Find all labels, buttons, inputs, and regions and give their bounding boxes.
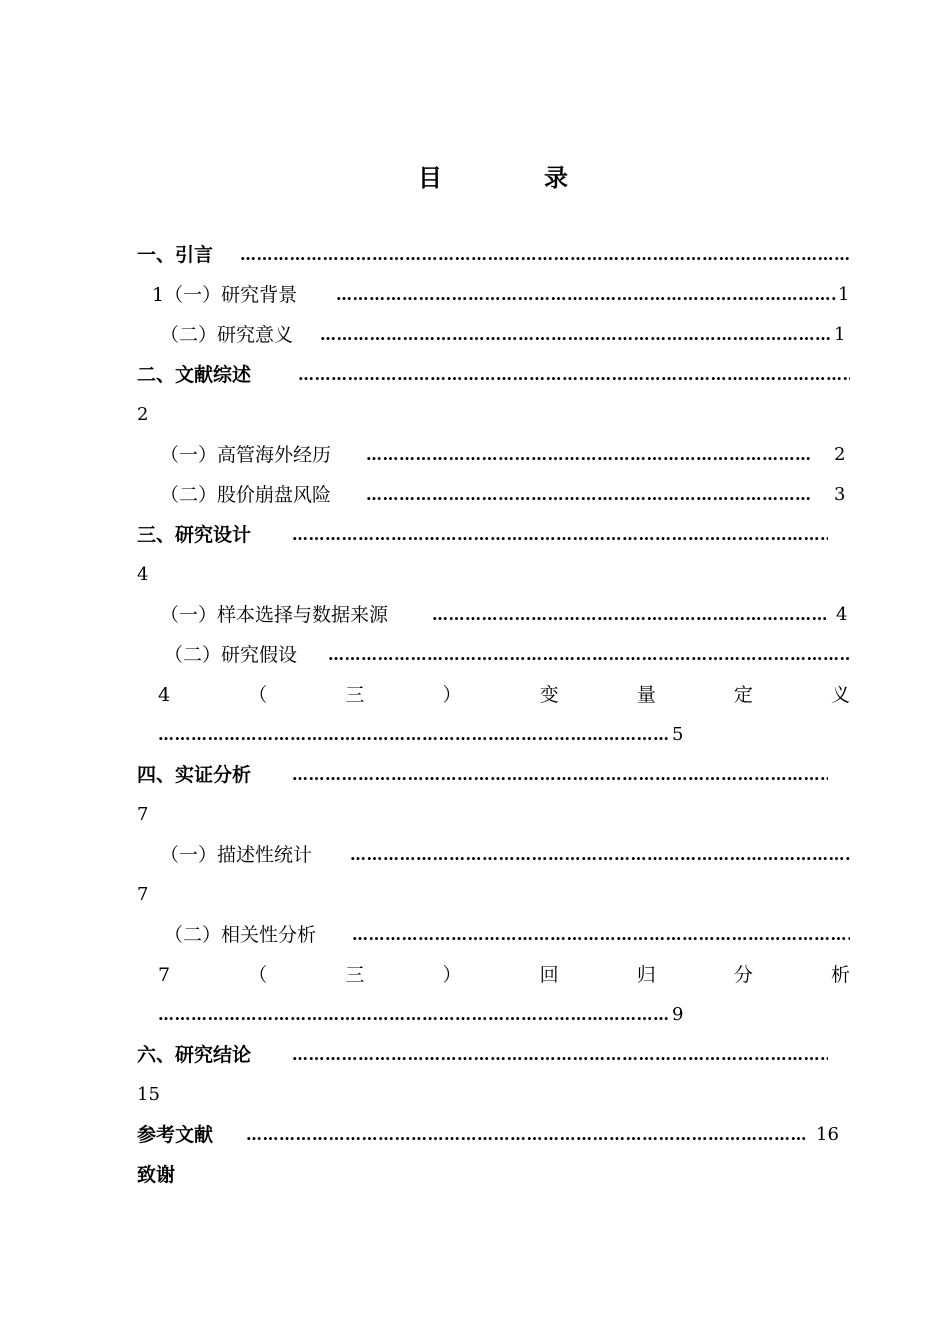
toc-entry-conclusion: 六、研究结论 <box>137 1044 252 1066</box>
toc-leader-dots <box>366 440 810 470</box>
toc-page-number: 2 <box>137 404 149 425</box>
toc-page-number: 1 <box>834 324 846 345</box>
toc-entry-literature-review: 二、文献综述 <box>137 364 252 386</box>
toc-char: 三 <box>345 964 365 986</box>
toc-entry-research-significance: （二）研究意义 <box>160 324 294 346</box>
toc-page-number: 5 <box>672 724 684 745</box>
toc-char: 分 <box>733 964 753 986</box>
toc-leader-dots <box>158 720 670 750</box>
toc-leader-dots <box>352 920 850 950</box>
toc-leader-dots <box>246 1120 806 1150</box>
title-char-2: 录 <box>544 164 568 192</box>
toc-entry-overseas-experience: （一）高管海外经历 <box>160 444 332 466</box>
toc-char: ） <box>442 964 462 986</box>
page-title <box>0 158 950 194</box>
toc-entry-variable-definition <box>158 680 850 710</box>
toc-char: 三 <box>345 684 365 706</box>
toc-entry-correlation-analysis: （二）相关性分析 <box>164 924 317 946</box>
toc-char: 4 <box>158 684 171 706</box>
toc-entry-research-design: 三、研究设计 <box>137 524 252 546</box>
toc-page-number: 1 <box>838 284 850 305</box>
toc-entry-sample-selection: （一）样本选择与数据来源 <box>160 604 389 626</box>
toc-leader-dots <box>328 640 850 670</box>
toc-page-number: 4 <box>137 564 149 585</box>
toc-page-number: 15 <box>137 1084 160 1105</box>
toc-leader-dots <box>350 840 850 870</box>
toc-page-number: 7 <box>137 804 149 825</box>
toc-entry-hypotheses: （二）研究假设 <box>164 644 298 666</box>
toc-page-number: 3 <box>834 484 846 505</box>
toc-char: 7 <box>158 964 171 986</box>
toc-leader-dots <box>432 600 826 630</box>
toc-page-number: 9 <box>672 1004 684 1025</box>
toc-entry-crash-risk: （二）股价崩盘风险 <box>160 484 332 506</box>
toc-char: （ <box>248 684 268 706</box>
toc-entry-references: 参考文献 <box>137 1124 214 1146</box>
toc-char: 量 <box>636 684 656 706</box>
toc-char: 变 <box>539 684 559 706</box>
toc-entry-acknowledgements: 致谢 <box>137 1164 176 1186</box>
toc-leader-dots <box>336 280 836 310</box>
toc-leader-dots <box>158 1000 670 1030</box>
toc-leader-dots <box>366 480 810 510</box>
toc-entry-empirical-analysis: 四、实证分析 <box>137 764 252 786</box>
toc-leader-dots <box>292 1040 828 1070</box>
toc-leader-dots <box>292 520 828 550</box>
toc-leader-dots <box>292 760 828 790</box>
toc-page-number: 2 <box>834 444 846 465</box>
toc-char: ） <box>442 684 462 706</box>
toc-entry-descriptive-statistics: （一）描述性统计 <box>160 844 313 866</box>
toc-entry-regression-analysis <box>158 960 850 990</box>
toc-char: （ <box>248 964 268 986</box>
toc-char: 回 <box>539 964 559 986</box>
toc-char: 义 <box>830 684 850 706</box>
toc-char: 析 <box>830 964 850 986</box>
title-char-1: 目 <box>418 164 442 192</box>
toc-leader-dots <box>320 320 832 350</box>
toc-page-number: 16 <box>816 1124 839 1145</box>
toc-entry-research-background: 1（一）研究背景 <box>152 284 298 306</box>
toc-entry-introduction: 一、引言 <box>137 244 214 266</box>
toc-page-number: 4 <box>836 604 848 625</box>
toc-char: 归 <box>636 964 656 986</box>
toc-leader-dots <box>298 360 850 390</box>
toc-char: 定 <box>733 684 753 706</box>
toc-page-number: 7 <box>137 884 149 905</box>
toc-leader-dots <box>240 240 850 270</box>
